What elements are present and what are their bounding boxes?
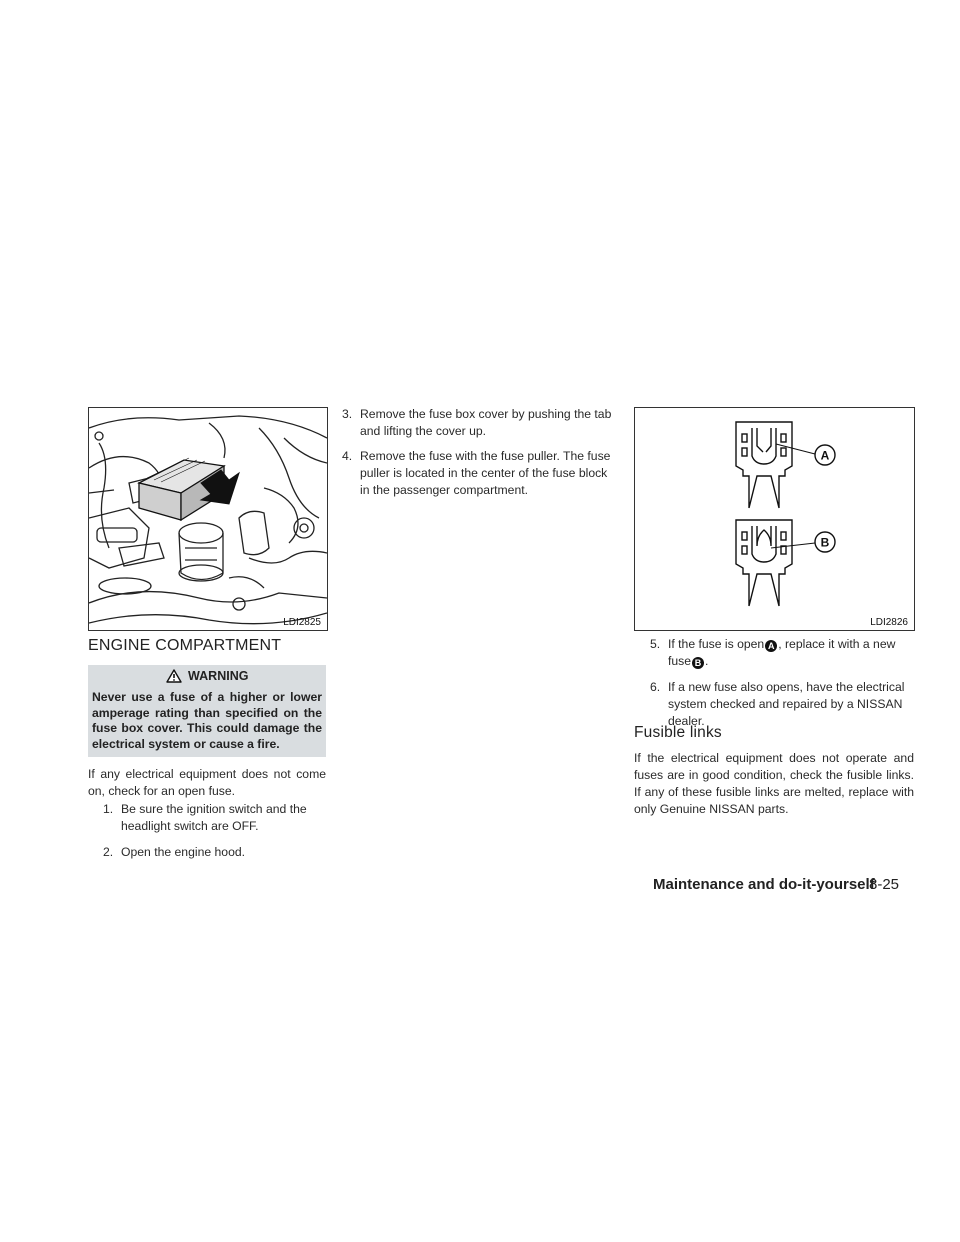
warning-title-row	[88, 669, 326, 683]
step-5-mid: , replace it with a new fuse	[668, 637, 896, 668]
step-5	[650, 636, 914, 670]
step-number: 6.	[650, 680, 661, 694]
fusible-links-text: If the electrical equipment does not operate and fuses are in good condition, check the fusible links. If any of these fusible links are melted, replace with only Genuine NISSAN parts.	[634, 751, 914, 816]
engine-compartment-illustration	[89, 408, 327, 630]
figure-code: LDI2825	[283, 617, 321, 628]
fuse-illustration	[635, 408, 914, 630]
callout-a	[815, 445, 835, 465]
callout-b-label: B	[820, 535, 830, 550]
figure-code: LDI2826	[870, 617, 908, 628]
warning-triangle-icon	[166, 669, 182, 683]
step-text: If a new fuse also opens, have the electrical system checked and repaired by a NISSAN dealer.	[668, 680, 905, 728]
step-number: 2.	[103, 845, 114, 859]
warning-title: WARNING	[188, 669, 249, 683]
callout-a-marker: A	[765, 640, 777, 652]
step-3	[342, 406, 614, 440]
step-number: 3.	[342, 407, 353, 421]
step-text: Remove the fuse with the fuse puller. The fuse puller is located in the center of the fuse block in the passenger compartment.	[360, 449, 611, 497]
section-heading: ENGINE COMPARTMENT	[88, 637, 282, 654]
fuse-figure	[634, 407, 915, 631]
intro-text: If any electrical equipment does not come on, check for an open fuse.	[88, 767, 326, 798]
step-5-post: .	[705, 654, 709, 668]
fusible-links-paragraph	[634, 750, 914, 818]
step-text: Be sure the ignition switch and the headlight switch are OFF.	[121, 802, 307, 833]
callout-b	[815, 532, 835, 552]
step-text: Remove the fuse box cover by pushing the tab and lifting the cover up.	[360, 407, 612, 438]
step-number: 5.	[650, 637, 661, 651]
warning-box	[88, 665, 326, 757]
step-text: Open the engine hood.	[121, 845, 246, 859]
engine-compartment-figure	[88, 407, 328, 631]
footer-section-title: Maintenance and do-it-yourself	[653, 876, 875, 893]
fusible-links-heading: Fusible links	[634, 724, 722, 741]
step-number: 1.	[103, 802, 114, 816]
warning-text: Never use a fuse of a higher or lower amperage rating than specified on the fuse box cover. This could damage the electrical system or cause a fire.	[92, 690, 322, 751]
footer-page-number: 8-25	[869, 876, 900, 893]
intro-paragraph	[88, 766, 326, 800]
step-text	[668, 636, 914, 670]
step-2	[103, 844, 327, 861]
step-number: 4.	[342, 449, 353, 463]
callout-a-label: A	[820, 448, 830, 463]
step-5-pre: If the fuse is open	[668, 637, 765, 651]
callout-b-marker: B	[692, 657, 704, 669]
step-4	[342, 448, 614, 500]
step-1	[103, 801, 327, 835]
